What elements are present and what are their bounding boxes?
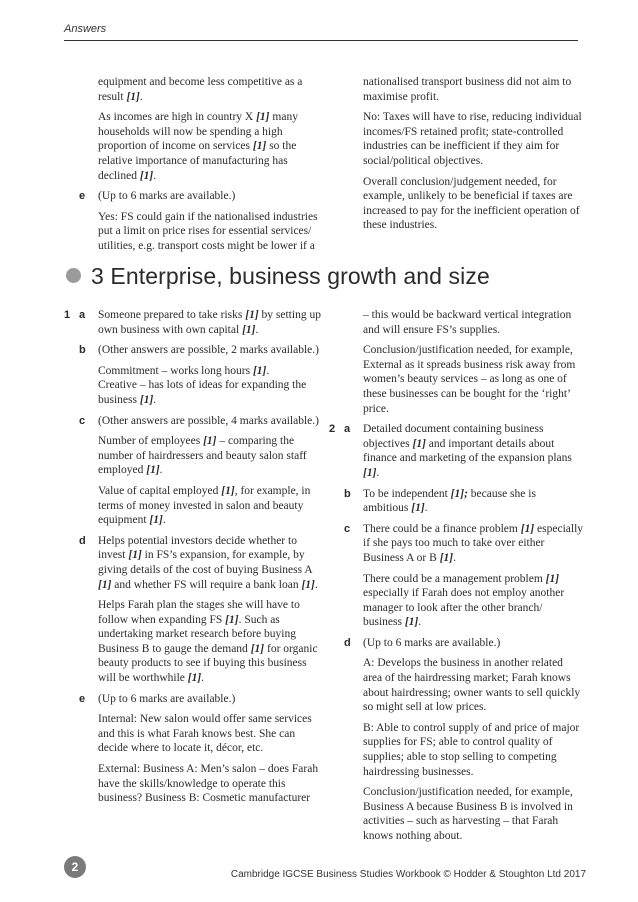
- right-column: [329, 308, 583, 850]
- answer-para: There could be a management problem [1] especially if Farah does not employ another manager to look after the other branch/ business [1].: [363, 572, 565, 629]
- part-letter: c: [344, 522, 351, 535]
- answer-para: – this would be backward vertical integration and will ensure FS’s supplies.: [363, 309, 572, 336]
- question-2c: [329, 522, 583, 630]
- top-e-para: (Up to 6 marks are available.): [98, 190, 236, 203]
- top-right-para: No: Taxes will have to rise, reducing individual incomes/FS retained profit; state-controlled industries can be inefficient if they aim for social/political objectives.: [363, 111, 582, 167]
- top-left-para: equipment and become less competitive as a result [1].: [98, 76, 303, 103]
- answer-para: Conclusion/justification needed, for example, External as it spreads business risk away from women’s beauty services – as long as one of these businesses can be bought for the ‘right’ price.: [363, 344, 576, 415]
- answer-para: (Up to 6 marks are available.): [98, 692, 236, 705]
- answer-para: Someone prepared to take risks [1] by setting up own business with own capital [1].: [98, 309, 321, 336]
- section-title: [66, 263, 490, 289]
- part-letter: b: [344, 487, 351, 500]
- running-header: Answers: [64, 23, 107, 35]
- answer-para: Detailed document containing business objectives [1] and important details about finance and marketing of the expansion plans [1].: [363, 423, 572, 479]
- top-right-column: [363, 75, 583, 239]
- part-letter: a: [344, 423, 351, 436]
- question-1c: [64, 414, 326, 528]
- answer-para: Commitment – works long hours [1]. Creative – has lots of ideas for expanding the business [1].: [98, 364, 307, 406]
- answer-para: (Up to 6 marks are available.): [363, 636, 501, 649]
- top-left-para: As incomes are high in country X [1] many households will now be spending a high proportion of income on services [1] so the relative importance of manufacturing has declined [1].: [98, 111, 298, 182]
- answer-para: Internal: New salon would offer same services and this is what Farah knows best. She can decide where to locate it, décor, etc.: [98, 713, 312, 755]
- header-rule: [64, 40, 578, 41]
- answer-para: Number of employees [1] – comparing the number of hairdressers and beauty salon staff employed [1].: [98, 435, 307, 477]
- answer-para: External: Business A: Men’s salon – does Farah have the skills/knowledge to operate this business? Business B: Cosmetic manufacturer: [98, 763, 319, 805]
- question-1b: [64, 343, 326, 407]
- question-2d: [329, 636, 583, 844]
- question-1: [64, 308, 326, 812]
- question-1d: [64, 534, 326, 686]
- footer-credit: Cambridge IGCSE Business Studies Workbook © Hodder & Stoughton Ltd 2017: [230, 869, 586, 880]
- answer-para: There could be a finance problem [1] especially if she pays too much to take over either Business A or B [1].: [363, 522, 584, 564]
- answer-para: Value of capital employed [1], for example, in terms of money invested in salon and beauty equipment [1].: [98, 484, 311, 527]
- answer-para: Conclusion/justification needed, for example, Business A because Business B is involved in activities – such as harvesting – that Farah knows nothing about.: [363, 786, 573, 842]
- page-number-badge: 2: [64, 856, 86, 878]
- question-1e: [64, 692, 326, 806]
- part-letter: e: [79, 692, 86, 705]
- answer-para: To be independent [1]; because she is ambitious [1].: [363, 487, 536, 515]
- answer-para: (Other answers are possible, 4 marks available.): [98, 414, 319, 427]
- part-letter: d: [344, 636, 351, 649]
- section-bullet-icon: [66, 268, 81, 283]
- answer-para: Helps Farah plan the stages she will have to follow when expanding FS [1]. Such as undertaking market research before buying Business B to gauge the demand [1] for organic beauty products to see if buying this business will be worthwhile [1].: [98, 599, 318, 685]
- top-e-para: Yes: FS could gain if the nationalised industries put a limit on price rises for essential services/ utilities, e.g. transport costs might be lower if a: [98, 210, 318, 252]
- part-letter: c: [79, 414, 86, 427]
- question-2b: [329, 487, 583, 516]
- part-letter: e: [79, 190, 86, 203]
- question-number: 2: [329, 423, 336, 436]
- top-right-para: nationalised transport business did not aim to maximise profit.: [363, 76, 572, 103]
- question-2a: [329, 422, 583, 480]
- question-part-e: [64, 189, 326, 253]
- section-title-text: 3 Enterprise, business growth and size: [91, 263, 490, 289]
- part-letter: b: [79, 344, 86, 357]
- part-letter: d: [79, 534, 86, 547]
- top-right-para: Overall conclusion/judgement needed, for example, unlikely to be beneficial if taxes are increased to pay for the inefficient operation of these industries.: [363, 175, 580, 232]
- answer-para: A: Develops the business in another related area of the hairdressing market; Farah knows about hairdressing; owner wants to sell quickly so might sell at low prices.: [363, 657, 581, 714]
- answer-para: B: Able to control supply of and price of major supplies for FS; able to control quality of supplies; able to stop selling to competing hairdressing businesses.: [363, 721, 580, 778]
- answer-para: (Other answers are possible, 2 marks available.): [98, 344, 319, 357]
- answer-para: Helps potential investors decide whether to invest [1] in FS’s expansion, for example, by giving details of the cost of buying Business A [1] and whether FS will require a bank loan [1].: [98, 534, 318, 591]
- part-letter: a: [79, 309, 86, 321]
- question-number: 1: [64, 309, 71, 321]
- top-left-column: [64, 75, 326, 260]
- question-1a: [64, 308, 326, 337]
